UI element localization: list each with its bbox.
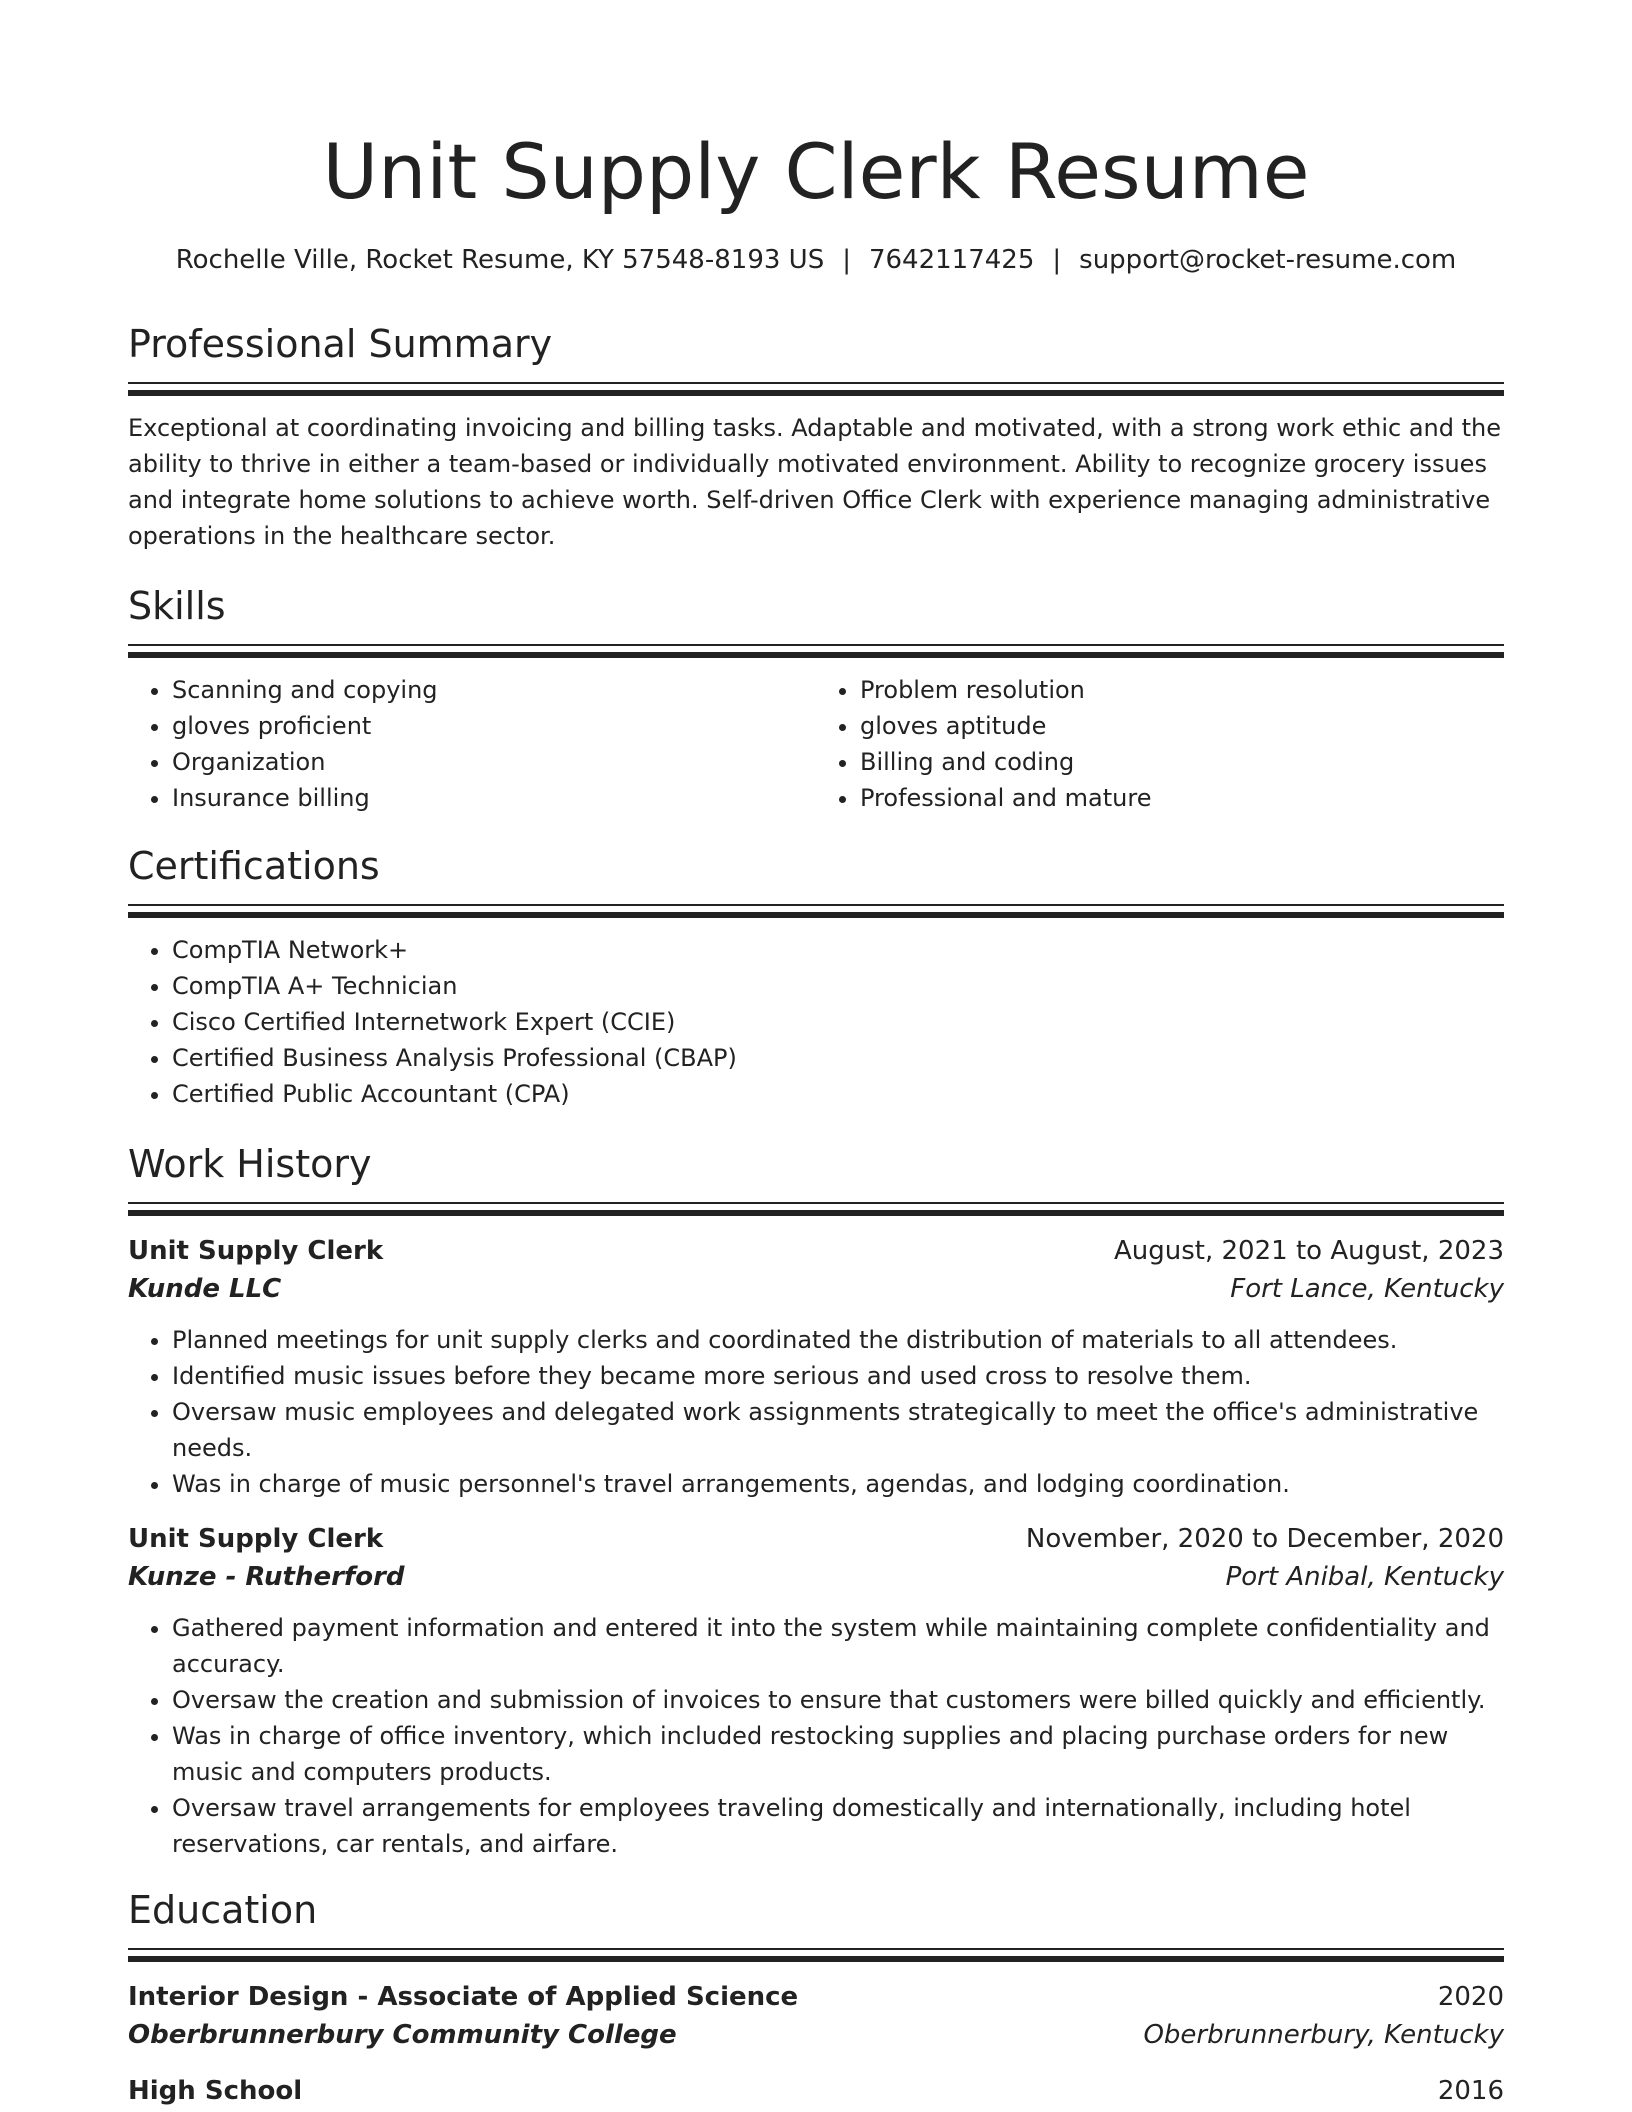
certification-item: • Certified Business Analysis Professional (CBAP) [172, 1040, 1504, 1076]
job-entry [128, 1520, 1504, 1862]
skill-item: • Professional and mature [860, 780, 1504, 816]
skill-item: • Insurance billing [172, 780, 816, 816]
education-subheader [128, 2016, 1504, 2054]
section-divider [128, 644, 1504, 646]
certifications-section [128, 840, 1504, 1112]
job-bullet: • Identified music issues before they became more serious and used cross to resolve them. [172, 1358, 1504, 1394]
education-year: 2020 [1437, 1982, 1504, 2012]
education-entry [128, 2072, 1504, 2110]
job-bullets [128, 1322, 1504, 1502]
education-header [128, 1978, 1504, 2016]
resume-title: Unit Supply Clerk Resume [322, 127, 1310, 216]
skill-item: • gloves proficient [172, 708, 816, 744]
work-history-heading: Work History [128, 1142, 372, 1186]
summary-heading: Professional Summary [128, 322, 553, 366]
summary-text: Exceptional at coordinating invoicing and billing tasks. Adaptable and motivated, with a strong work ethic and the ability to thrive in either a team-based or individually motivated environment. Ability to recognize grocery issues and integrate home solutions to achieve worth. Self-driven Office Clerk with experience managing administrative operations in the healthcare sector. [128, 414, 1501, 550]
job-title: Unit Supply Clerk [128, 1236, 384, 1266]
skill-item: • Billing and coding [860, 744, 1504, 780]
summary-section [128, 318, 1504, 554]
job-dates: August, 2021 to August, 2023 [1114, 1236, 1504, 1266]
section-divider [128, 912, 1504, 918]
job-bullet: • Was in charge of music personnel's travel arrangements, agendas, and lodging coordination. [172, 1466, 1504, 1502]
resume-page [128, 0, 1504, 2110]
job-bullet: • Oversaw music employees and delegated work assignments strategically to meet the office's administrative needs. [172, 1394, 1504, 1466]
job-header [128, 1232, 1504, 1270]
job-entry [128, 1232, 1504, 1502]
job-bullet: • Oversaw travel arrangements for employees traveling domestically and internationally, including hotel reservations, car rentals, and airfare. [172, 1790, 1504, 1862]
job-location: Fort Lance, Kentucky [1230, 1274, 1504, 1304]
contact-email[interactable]: support@rocket-resume.com [1079, 245, 1457, 275]
section-divider [128, 904, 1504, 906]
certification-item: • CompTIA Network+ [172, 932, 1504, 968]
education-year: 2016 [1437, 2076, 1504, 2106]
certifications-heading: Certifications [128, 844, 380, 888]
education-section [128, 1884, 1504, 2110]
skills-list-right [816, 672, 1504, 816]
job-bullets [128, 1610, 1504, 1862]
section-divider [128, 390, 1504, 396]
job-company: Kunze - Rutherford [128, 1562, 405, 1592]
section-divider [128, 382, 1504, 384]
education-location: Oberbrunnerbury, Kentucky [1143, 2020, 1504, 2050]
certifications-list [128, 932, 1504, 1112]
skill-item: • gloves aptitude [860, 708, 1504, 744]
education-heading: Education [128, 1888, 318, 1932]
skill-item: • Problem resolution [860, 672, 1504, 708]
job-subheader [128, 1558, 1504, 1596]
job-location: Port Anibal, Kentucky [1225, 1562, 1504, 1592]
contact-address: Rochelle Ville, Rocket Resume, KY 57548-8193 US [175, 245, 825, 275]
education-school: Oberbrunnerbury Community College [128, 2020, 677, 2050]
education-degree: High School [128, 2076, 303, 2106]
job-header [128, 1520, 1504, 1558]
contact-separator: | [1052, 245, 1062, 275]
skills-list-left [128, 672, 816, 816]
job-bullet: • Was in charge of office inventory, which included restocking supplies and placing purchase orders for new music and computers products. [172, 1718, 1504, 1790]
contact-separator: | [842, 245, 851, 275]
job-subheader [128, 1270, 1504, 1308]
section-divider [128, 1948, 1504, 1950]
job-bullet: • Planned meetings for unit supply clerks and coordinated the distribution of materials to all attendees. [172, 1322, 1504, 1358]
job-company: Kunde LLC [128, 1274, 282, 1304]
education-entry [128, 1978, 1504, 2054]
contact-phone: 7642117425 [868, 245, 1035, 275]
skills-section [128, 580, 1504, 816]
skill-item: • Organization [172, 744, 816, 780]
certification-item: • Certified Public Accountant (CPA) [172, 1076, 1504, 1112]
job-dates: November, 2020 to December, 2020 [1025, 1524, 1504, 1554]
education-header [128, 2072, 1504, 2110]
skill-item: • Scanning and copying [172, 672, 816, 708]
job-bullet: • Gathered payment information and entered it into the system while maintaining complete confidentiality and accuracy. [172, 1610, 1504, 1682]
education-degree: Interior Design - Associate of Applied Science [128, 1982, 799, 2012]
job-bullet: • Oversaw the creation and submission of invoices to ensure that customers were billed quickly and efficiently. [172, 1682, 1504, 1718]
skills-heading: Skills [128, 584, 226, 628]
section-divider [128, 1202, 1504, 1204]
certification-item: • Cisco Certified Internetwork Expert (CCIE) [172, 1004, 1504, 1040]
certification-item: • CompTIA A+ Technician [172, 968, 1504, 1004]
section-divider [128, 1956, 1504, 1962]
section-divider [128, 1210, 1504, 1216]
skills-grid [128, 658, 1504, 816]
job-title: Unit Supply Clerk [128, 1524, 384, 1554]
work-history-section [128, 1138, 1504, 1862]
contact-line [128, 242, 1504, 278]
